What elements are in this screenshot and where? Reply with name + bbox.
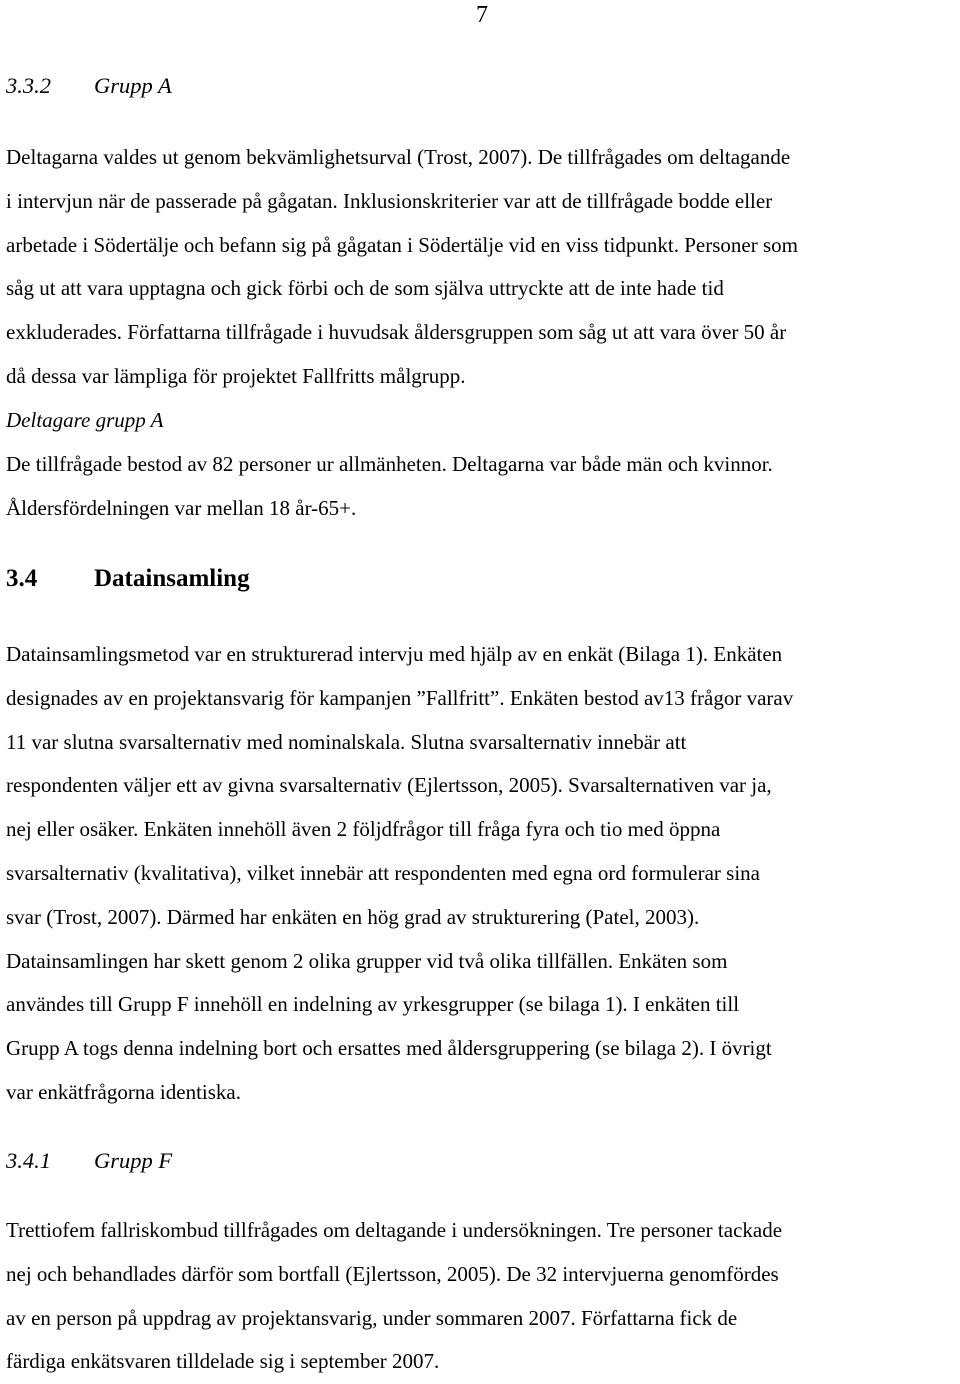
text-line: exkluderades. Författarna tillfrågade i huvudsak åldersgruppen som såg ut att vara över 50 år bbox=[6, 320, 787, 345]
text-line: användes till Grupp F innehöll en indelning av yrkesgrupper (se bilaga 1). I enkäten till bbox=[6, 992, 740, 1017]
text-line: Grupp A togs denna indelning bort och ersattes med åldersgruppering (se bilaga 2). I övrigt bbox=[6, 1036, 772, 1061]
text-line: då dessa var lämpliga för projektet Fallfritts målgrupp. bbox=[6, 363, 466, 388]
text-line: i intervjun när de passerade på gågatan. Inklusionskriterier var att de tillfrågade bodde eller bbox=[6, 188, 773, 213]
text-line: såg ut att vara upptagna och gick förbi och de som själva uttryckte att de inte hade tid bbox=[6, 276, 724, 301]
page-number: 7 bbox=[476, 2, 488, 28]
text-line: arbetade i Södertälje och befann sig på gågatan i Södertälje vid en viss tidpunkt. Personer som bbox=[6, 232, 798, 257]
paragraph-datainsamling bbox=[6, 633, 954, 1115]
text-line: designades av en projektansvarig för kampanjen ”Fallfritt”. Enkäten bestod av13 frågor varav bbox=[6, 685, 794, 710]
text-line: Deltagarna valdes ut genom bekvämlighetsurval (Trost, 2007). De tillfrågades om deltagande bbox=[6, 145, 791, 169]
section-number: 3.4.1 bbox=[6, 1148, 51, 1173]
section-heading-3-4-1 bbox=[6, 1147, 172, 1175]
section-title: Datainsamling bbox=[94, 565, 250, 592]
text-line: Trettiofem fallriskombud tillfrågades om deltagande i undersökningen. Tre personer tackade bbox=[6, 1218, 783, 1242]
text-line: Åldersfördelningen var mellan 18 år-65+. bbox=[6, 495, 357, 520]
text-line: 11 var slutna svarsalternativ med nominalskala. Slutna svarsalternativ innebär att bbox=[6, 729, 687, 754]
text-line: svarsalternativ (kvalitativa), vilket innebär att respondenten med egna ord formulerar sina bbox=[6, 860, 760, 885]
subheading-deltagare: Deltagare grupp A bbox=[6, 408, 164, 432]
paragraph-deltagare bbox=[6, 443, 954, 531]
text-line: var enkätfrågorna identiska. bbox=[6, 1079, 241, 1104]
text-line: respondenten väljer ett av givna svarsalternativ (Ejlertsson, 2005). Svarsalternativen var ja, bbox=[6, 773, 772, 798]
section-title: Grupp F bbox=[94, 1148, 173, 1173]
paragraph-group-f bbox=[6, 1209, 954, 1384]
paragraph-group-a bbox=[6, 136, 954, 399]
section-number: 3.4 bbox=[6, 565, 38, 592]
text-line: Datainsamlingen har skett genom 2 olika grupper vid två olika tillfällen. Enkäten som bbox=[6, 948, 728, 973]
text-line: nej och behandlades därför som bortfall (Ejlertsson, 2005). De 32 intervjuerna genomfördes bbox=[6, 1261, 779, 1286]
section-number: 3.3.2 bbox=[6, 73, 51, 98]
section-title: Grupp A bbox=[94, 73, 172, 98]
text-line: av en person på uppdrag av projektansvarig, under sommaren 2007. Författarna fick de bbox=[6, 1305, 738, 1330]
text-line: svar (Trost, 2007). Därmed har enkäten en hög grad av strukturering (Patel, 2003). bbox=[6, 904, 700, 929]
text-line: De tillfrågade bestod av 82 personer ur allmänheten. Deltagarna var både män och kvinnor. bbox=[6, 452, 773, 476]
section-heading-3-3-2 bbox=[6, 72, 172, 100]
text-line: Datainsamlingsmetod var en strukturerad intervju med hjälp av en enkät (Bilaga 1). Enkäten bbox=[6, 642, 783, 666]
text-line: färdiga enkätsvaren tilldelade sig i september 2007. bbox=[6, 1349, 440, 1374]
section-heading-3-4 bbox=[6, 564, 250, 594]
text-line: nej eller osäker. Enkäten innehöll även 2 följdfrågor till fråga fyra och tio med öppna bbox=[6, 817, 721, 842]
